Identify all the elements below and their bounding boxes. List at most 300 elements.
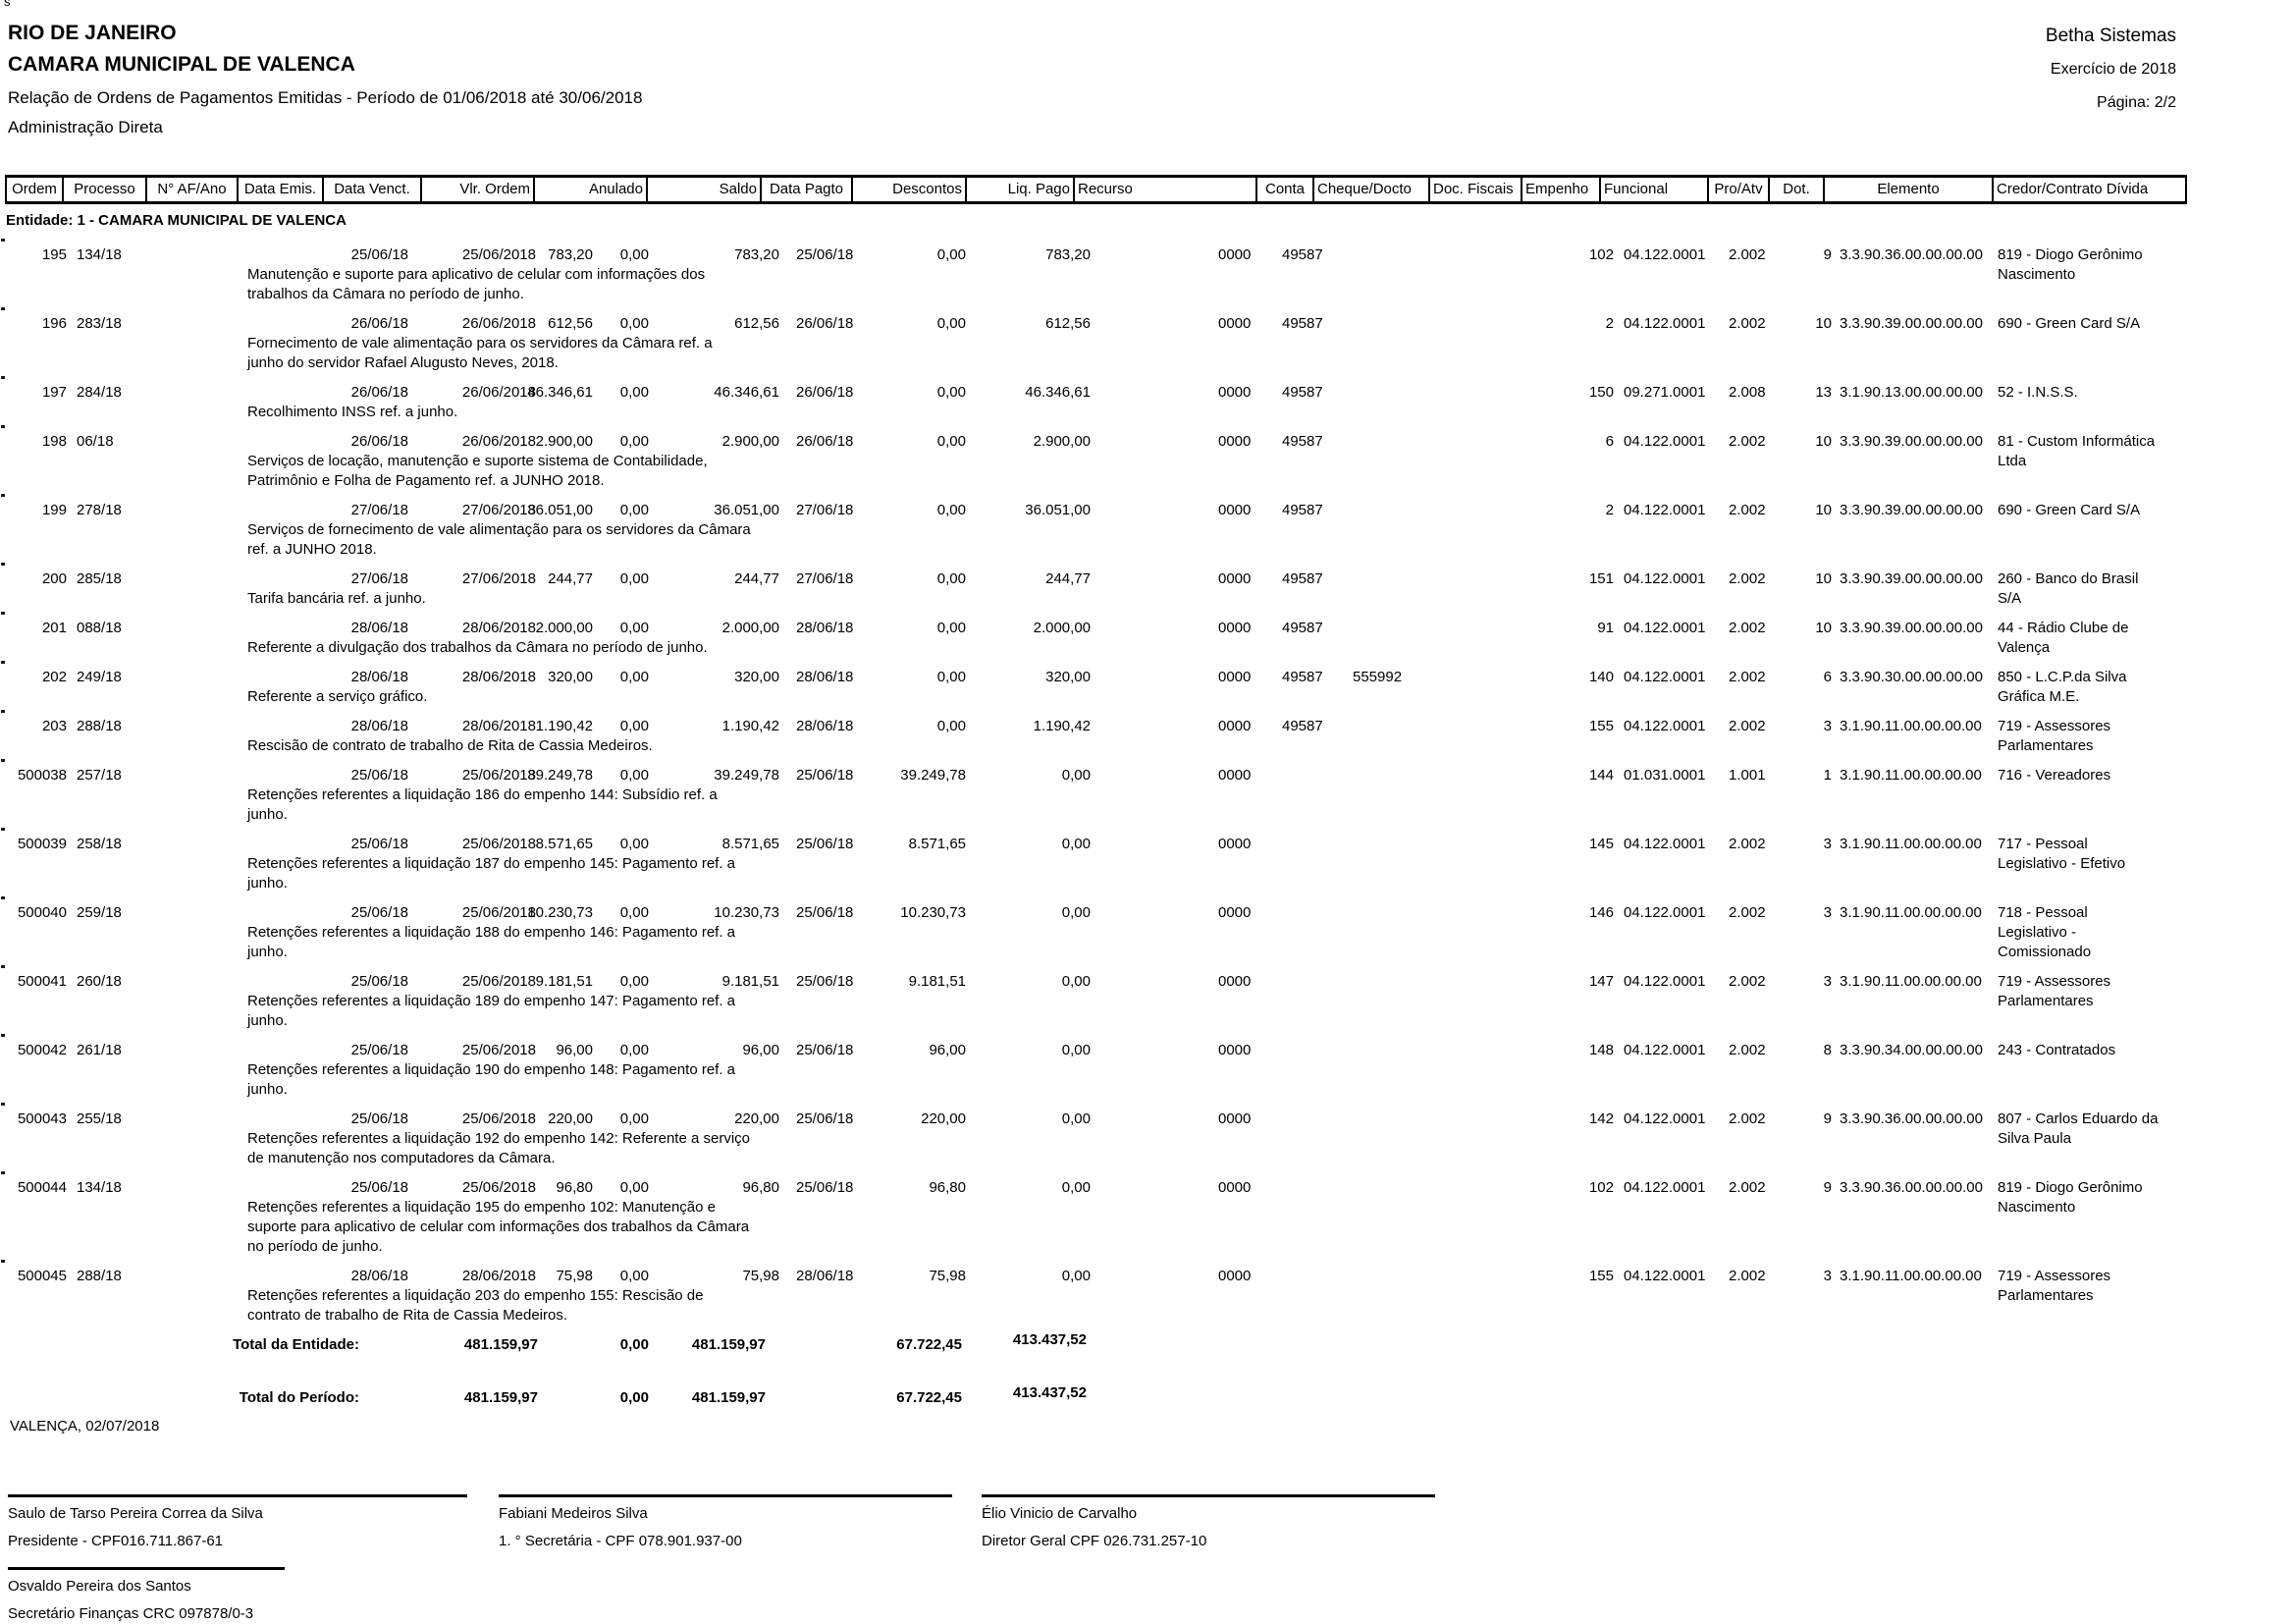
cell-pro-atv: 2.002 [1729,973,1766,990]
cell-data-pagto: 25/06/18 [796,1179,854,1196]
exercise-label: Exercício de 2018 [2050,61,2176,78]
cell-dot: 10 [1815,433,1832,450]
table-row [6,1110,2296,1168]
cell-dot: 6 [1823,669,1832,685]
column-header-pro-atv: Pro/Atv [1709,178,1770,201]
cell-dot: 13 [1815,384,1832,401]
cell-anulado: 0,00 [619,1110,649,1127]
cell-data-emis: 25/06/18 [350,1179,408,1196]
cell-processo: 288/18 [77,1268,122,1284]
cell-vlr-ordem: 2.000,00 [535,620,593,636]
cell-credor: 243 - Contratados [1998,1042,2116,1058]
cell-liq-pago: 0,00 [1061,904,1091,921]
cell-descontos: 0,00 [936,502,966,518]
table-row [6,903,2296,962]
cell-funcional: 04.122.0001 [1624,246,1706,263]
signature-block-diretor-geral [982,1494,1435,1551]
total-periodo-label: Total do Período: [239,1389,359,1406]
cell-empenho: 91 [1597,620,1614,636]
cell-data-venct: 28/06/2018 [461,620,536,636]
cell-recurso: 0000 [1218,246,1252,263]
cell-conta: 49587 [1282,246,1323,263]
administration-type: Administração Direta [8,118,163,136]
cell-pro-atv: 2.002 [1729,315,1766,332]
cell-credor: 260 - Banco do Brasil S/A [1998,570,2139,607]
row-description-line: junho. [247,1081,288,1098]
cell-elemento: 3.3.90.30.00.00.00.00 [1840,669,1983,685]
cell-elemento: 3.1.90.11.00.00.00.00 [1840,904,1982,921]
signature-name: Fabiani Medeiros Silva [499,1505,648,1522]
cell-recurso: 0000 [1218,384,1252,401]
cell-processo: 134/18 [77,1179,122,1196]
cell-data-pagto: 26/06/18 [796,384,854,401]
cell-descontos: 9.181,51 [908,973,966,990]
cell-data-emis: 28/06/18 [350,620,408,636]
cell-data-pagto: 25/06/18 [796,1042,854,1058]
cell-dot: 3 [1823,836,1832,852]
page-number: Página: 2/2 [2097,94,2176,111]
column-header-anulado: Anulado [535,178,648,201]
cell-ordem: 198 [41,433,67,450]
column-header-recurso: Recurso [1075,178,1257,201]
cell-data-emis: 25/06/18 [350,1110,408,1127]
print-artifact: s [4,0,11,9]
vendor-name: Betha Sistemas [2045,26,2176,46]
cell-funcional: 04.122.0001 [1624,570,1706,587]
row-description-line: ref. a JUNHO 2018. [247,541,377,558]
cell-pro-atv: 2.002 [1729,502,1766,518]
cell-funcional: 04.122.0001 [1624,904,1706,921]
cell-elemento: 3.3.90.36.00.00.00.00 [1840,246,1983,263]
cell-vlr-ordem: 612,56 [548,315,593,332]
cell-empenho: 148 [1588,1042,1614,1058]
cell-elemento: 3.3.90.39.00.00.00.00 [1840,620,1983,636]
row-description-line: Retenções referentes a liquidação 190 do empenho 148: Pagamento ref. a [247,1061,736,1078]
row-description-line: Referente a divulgação dos trabalhos da Câmara no período de junho. [247,639,708,656]
cell-elemento: 3.1.90.11.00.00.00.00 [1840,767,1982,784]
cell-saldo: 9.181,51 [721,973,779,990]
column-header-credor-contrato-d-vida: Credor/Contrato Dívida [1997,181,2149,197]
cell-anulado: 0,00 [619,1179,649,1196]
cell-ordem: 500041 [17,973,67,990]
cell-recurso: 0000 [1218,433,1252,450]
column-header-conta: Conta [1257,178,1314,201]
cell-vlr-ordem: 2.900,00 [535,433,593,450]
column-header-data-emis: Data Emis. [239,178,324,201]
cell-credor: 716 - Vereadores [1998,767,2111,784]
cell-data-venct: 25/06/2018 [461,1179,536,1196]
row-description-line: junho. [247,875,288,892]
row-description-line: Serviços de locação, manutenção e suporte sistema de Contabilidade, [247,453,708,469]
cell-processo: 088/18 [77,620,122,636]
cell-empenho: 147 [1588,973,1614,990]
cell-data-venct: 26/06/2018 [461,433,536,450]
total-periodo-anulado: 0,00 [619,1389,649,1406]
cell-descontos: 39.249,78 [900,767,966,784]
cell-processo: 285/18 [77,570,122,587]
cell-vlr-ordem: 46.346,61 [527,384,593,401]
cell-dot: 10 [1815,570,1832,587]
cell-pro-atv: 2.002 [1729,669,1766,685]
row-description-line: Recolhimento INSS ref. a junho. [247,404,458,420]
cell-vlr-ordem: 10.230,73 [527,904,593,921]
cell-conta: 49587 [1282,315,1323,332]
cell-descontos: 75,98 [929,1268,966,1284]
table-row [6,972,2296,1031]
cell-vlr-ordem: 8.571,65 [535,836,593,852]
total-periodo-descontos: 67.722,45 [896,1389,962,1406]
cell-liq-pago: 320,00 [1045,669,1091,685]
cell-credor: 81 - Custom Informática Ltda [1998,433,2156,469]
cell-empenho: 145 [1588,836,1614,852]
cell-dot: 9 [1823,1110,1832,1127]
total-periodo-saldo: 481.159,97 [691,1389,766,1406]
cell-conta: 49587 [1282,669,1323,685]
row-description-line: Rescisão de contrato de trabalho de Rita de Cassia Medeiros. [247,737,653,754]
cell-data-venct: 26/06/2018 [461,384,536,401]
cell-conta: 49587 [1282,384,1323,401]
cell-empenho: 144 [1588,767,1614,784]
cell-credor: 44 - Rádio Clube de Valença [1998,620,2129,656]
cell-elemento: 3.3.90.39.00.00.00.00 [1840,570,1983,587]
cell-credor: 718 - Pessoal Legislativo - Comissionado [1998,904,2092,960]
cell-data-emis: 25/06/18 [350,836,408,852]
cell-processo: 288/18 [77,718,122,734]
cell-data-emis: 26/06/18 [350,315,408,332]
cell-data-pagto: 28/06/18 [796,718,854,734]
cell-saldo: 96,00 [742,1042,779,1058]
column-header-data-venct: Data Venct. [324,178,422,201]
cell-credor: 807 - Carlos Eduardo da Silva Paula [1998,1110,2159,1147]
cell-liq-pago: 36.051,00 [1025,502,1091,518]
row-description-line: Retenções referentes a liquidação 195 do empenho 102: Manutenção e [247,1199,717,1216]
row-description-line: junho. [247,806,288,823]
cell-saldo: 10.230,73 [714,904,779,921]
cell-credor: 690 - Green Card S/A [1998,502,2141,518]
cell-empenho: 142 [1588,1110,1614,1127]
cell-elemento: 3.3.90.36.00.00.00.00 [1840,1179,1983,1196]
cell-data-emis: 25/06/18 [350,246,408,263]
cell-conta: 49587 [1282,718,1323,734]
cell-data-pagto: 27/06/18 [796,570,854,587]
cell-recurso: 0000 [1218,904,1252,921]
column-header-funcional: Funcional [1601,178,1709,201]
row-description-line: Retenções referentes a liquidação 189 do empenho 147: Pagamento ref. a [247,993,736,1009]
column-header-descontos: Descontos [853,178,967,201]
cell-pro-atv: 2.002 [1729,718,1766,734]
cell-ordem: 500039 [17,836,67,852]
table-row [6,668,2296,707]
cell-liq-pago: 783,20 [1045,246,1091,263]
cell-dot: 9 [1823,1179,1832,1196]
cell-processo: 278/18 [77,502,122,518]
signature-role: 1. ° Secretária - CPF 078.901.937-00 [499,1533,742,1549]
cell-pro-atv: 2.002 [1729,904,1766,921]
cell-anulado: 0,00 [619,718,649,734]
row-description-line: Retenções referentes a liquidação 203 do empenho 155: Rescisão de [247,1287,704,1304]
cell-liq-pago: 0,00 [1061,1179,1091,1196]
cell-data-emis: 26/06/18 [350,433,408,450]
cell-dot: 3 [1823,1268,1832,1284]
cell-vlr-ordem: 75,98 [556,1268,593,1284]
cell-data-emis: 28/06/18 [350,718,408,734]
cell-anulado: 0,00 [619,836,649,852]
cell-pro-atv: 2.002 [1729,433,1766,450]
cell-descontos: 96,00 [929,1042,966,1058]
cell-liq-pago: 0,00 [1061,767,1091,784]
cell-funcional: 04.122.0001 [1624,1179,1706,1196]
cell-ordem: 197 [41,384,67,401]
cell-saldo: 2.900,00 [721,433,779,450]
cell-data-venct: 27/06/2018 [461,570,536,587]
table-row [6,619,2296,658]
cell-processo: 261/18 [77,1042,122,1058]
column-header-cheque-docto: Cheque/Docto [1314,178,1430,201]
cell-recurso: 0000 [1218,620,1252,636]
signature-name: Osvaldo Pereira dos Santos [8,1578,191,1595]
cell-processo: 249/18 [77,669,122,685]
column-header-elemento: Elemento [1825,178,1994,201]
cell-empenho: 140 [1588,669,1614,685]
cell-ordem: 500038 [17,767,67,784]
cell-dot: 1 [1823,767,1832,784]
cell-pro-atv: 2.002 [1729,246,1766,263]
signature-role: Diretor Geral CPF 026.731.257-10 [982,1533,1207,1549]
cell-data-venct: 25/06/2018 [461,904,536,921]
cell-liq-pago: 244,77 [1045,570,1091,587]
cell-dot: 9 [1823,246,1832,263]
state-title: RIO DE JANEIRO [8,22,177,44]
cell-data-pagto: 25/06/18 [796,836,854,852]
cell-descontos: 0,00 [936,384,966,401]
cell-anulado: 0,00 [619,767,649,784]
cell-dot: 3 [1823,718,1832,734]
cell-data-venct: 25/06/2018 [461,1110,536,1127]
table-row [6,569,2296,609]
cell-data-emis: 25/06/18 [350,767,408,784]
cell-elemento: 3.3.90.34.00.00.00.00 [1840,1042,1983,1058]
cell-ordem: 195 [41,246,67,263]
cell-anulado: 0,00 [619,502,649,518]
cell-ordem: 203 [41,718,67,734]
table-rows [6,245,2296,1326]
cell-saldo: 1.190,42 [721,718,779,734]
cell-saldo: 220,00 [734,1110,779,1127]
cell-credor: 719 - Assessores Parlamentares [1998,973,2111,1009]
cell-processo: 134/18 [77,246,122,263]
cell-elemento: 3.3.90.39.00.00.00.00 [1840,502,1983,518]
cell-liq-pago: 0,00 [1061,1042,1091,1058]
row-description-line: junho. [247,944,288,960]
row-description-line: Fornecimento de vale alimentação para os servidores da Câmara ref. a [247,335,713,352]
cell-recurso: 0000 [1218,718,1252,734]
cell-vlr-ordem: 96,00 [556,1042,593,1058]
row-description-line: contrato de trabalho de Rita de Cassia Medeiros. [247,1307,568,1324]
entity-title: CAMARA MUNICIPAL DE VALENCA [8,53,355,76]
cell-dot: 3 [1823,973,1832,990]
cell-ordem: 500044 [17,1179,67,1196]
cell-credor: 819 - Diogo Gerônimo Nascimento [1998,246,2143,283]
cell-credor: 52 - I.N.S.S. [1998,384,2078,401]
cell-funcional: 04.122.0001 [1624,620,1706,636]
cell-vlr-ordem: 9.181,51 [535,973,593,990]
cell-anulado: 0,00 [619,315,649,332]
cell-data-pagto: 28/06/18 [796,669,854,685]
cell-liq-pago: 46.346,61 [1025,384,1091,401]
cell-credor: 819 - Diogo Gerônimo Nascimento [1998,1179,2143,1216]
cell-funcional: 09.271.0001 [1624,384,1706,401]
cell-data-pagto: 28/06/18 [796,1268,854,1284]
cell-processo: 260/18 [77,973,122,990]
cell-saldo: 36.051,00 [714,502,779,518]
cell-saldo: 39.249,78 [714,767,779,784]
row-description-line: Referente a serviço gráfico. [247,688,428,705]
cell-funcional: 01.031.0001 [1624,767,1706,784]
cell-data-venct: 25/06/2018 [461,973,536,990]
cell-data-pagto: 25/06/18 [796,1110,854,1127]
signature-block-presidente [8,1494,467,1551]
cell-elemento: 3.3.90.39.00.00.00.00 [1840,315,1983,332]
cell-data-pagto: 26/06/18 [796,315,854,332]
table-row [6,835,2296,893]
cell-liq-pago: 612,56 [1045,315,1091,332]
cell-pro-atv: 2.008 [1729,384,1766,401]
cell-funcional: 04.122.0001 [1624,1268,1706,1284]
cell-ordem: 199 [41,502,67,518]
cell-ordem: 196 [41,315,67,332]
row-description-line: Retenções referentes a liquidação 186 do empenho 144: Subsídio ref. a [247,786,718,803]
signature-role: Secretário Finanças CRC 097878/0-3 [8,1605,254,1622]
cell-vlr-ordem: 783,20 [548,246,593,263]
cell-dot: 3 [1823,904,1832,921]
cell-data-venct: 27/06/2018 [461,502,536,518]
row-description-line: Manutenção e suporte para aplicativo de celular com informações dos [247,266,706,283]
cell-pro-atv: 2.002 [1729,620,1766,636]
cell-saldo: 783,20 [734,246,779,263]
cell-funcional: 04.122.0001 [1624,433,1706,450]
row-description-line: suporte para aplicativo de celular com informações dos trabalhos da Câmara [247,1218,750,1235]
row-description-line: Patrimônio e Folha de Pagamento ref. a JUNHO 2018. [247,472,605,489]
cell-processo: 06/18 [77,433,114,450]
cell-processo: 255/18 [77,1110,122,1127]
column-header-ordem: Ordem [7,178,64,201]
column-header-dot: Dot. [1770,178,1825,201]
column-header-empenho: Empenho [1522,178,1601,201]
cell-anulado: 0,00 [619,973,649,990]
row-description-line: junho do servidor Rafael Alugusto Neves, 2018. [247,354,559,371]
cell-liq-pago: 2.900,00 [1033,433,1091,450]
table-row [6,432,2296,491]
cell-anulado: 0,00 [619,384,649,401]
cell-elemento: 3.3.90.36.00.00.00.00 [1840,1110,1983,1127]
cell-data-emis: 27/06/18 [350,570,408,587]
cell-processo: 257/18 [77,767,122,784]
cell-funcional: 04.122.0001 [1624,1042,1706,1058]
cell-saldo: 46.346,61 [714,384,779,401]
cell-processo: 284/18 [77,384,122,401]
table-row [6,501,2296,560]
cell-recurso: 0000 [1218,1110,1252,1127]
cell-recurso: 0000 [1218,1042,1252,1058]
cell-liq-pago: 0,00 [1061,1110,1091,1127]
cell-recurso: 0000 [1218,767,1252,784]
cell-anulado: 0,00 [619,570,649,587]
cell-data-pagto: 26/06/18 [796,433,854,450]
cell-pro-atv: 2.002 [1729,570,1766,587]
cell-saldo: 612,56 [734,315,779,332]
cell-recurso: 0000 [1218,502,1252,518]
cell-dot: 10 [1815,620,1832,636]
cell-credor: 719 - Assessores Parlamentares [1998,718,2111,754]
row-description-line: trabalhos da Câmara no período de junho. [247,286,524,302]
cell-data-emis: 27/06/18 [350,502,408,518]
column-header-liq-pago: Liq. Pago [967,178,1075,201]
cell-data-venct: 26/06/2018 [461,315,536,332]
column-header-doc-fiscais: Doc. Fiscais [1430,178,1522,201]
cell-funcional: 04.122.0001 [1624,669,1706,685]
table-row [6,766,2296,825]
cell-processo: 259/18 [77,904,122,921]
cell-descontos: 0,00 [936,246,966,263]
cell-descontos: 8.571,65 [908,836,966,852]
cell-dot: 10 [1815,502,1832,518]
signature-block-secretario-financas [8,1567,285,1624]
column-header-saldo: Saldo [648,178,762,201]
place-date: VALENÇA, 02/07/2018 [10,1418,160,1435]
cell-recurso: 0000 [1218,836,1252,852]
cell-ordem: 500040 [17,904,67,921]
cell-empenho: 102 [1588,1179,1614,1196]
signature-name: Saulo de Tarso Pereira Correa da Silva [8,1505,263,1522]
cell-vlr-ordem: 220,00 [548,1110,593,1127]
total-entidade-liq-pago: 413.437,52 [1012,1331,1087,1348]
cell-anulado: 0,00 [619,620,649,636]
cell-descontos: 0,00 [936,718,966,734]
cell-empenho: 155 [1588,1268,1614,1284]
signature-role: Presidente - CPF016.711.867-61 [8,1533,224,1549]
cell-descontos: 0,00 [936,620,966,636]
column-header-n-af-ano: N° AF/Ano [147,178,239,201]
cell-funcional: 04.122.0001 [1624,502,1706,518]
row-description-line: Tarifa bancária ref. a junho. [247,590,426,607]
row-description-line: Retenções referentes a liquidação 192 do empenho 142: Referente a serviço [247,1130,750,1147]
cell-liq-pago: 0,00 [1061,836,1091,852]
cell-pro-atv: 2.002 [1729,1179,1766,1196]
total-entidade-anulado: 0,00 [619,1336,649,1353]
cell-data-emis: 26/06/18 [350,384,408,401]
cell-pro-atv: 2.002 [1729,1110,1766,1127]
cell-elemento: 3.3.90.39.00.00.00.00 [1840,433,1983,450]
total-entidade-descontos: 67.722,45 [896,1336,962,1353]
cell-vlr-ordem: 96,80 [556,1179,593,1196]
cell-dot: 8 [1823,1042,1832,1058]
cell-conta: 49587 [1282,433,1323,450]
cell-data-venct: 28/06/2018 [461,1268,536,1284]
total-entidade-row [6,1331,2296,1355]
cell-recurso: 0000 [1218,315,1252,332]
cell-data-emis: 25/06/18 [350,904,408,921]
cell-recurso: 0000 [1218,570,1252,587]
cell-data-emis: 25/06/18 [350,973,408,990]
cell-data-venct: 28/06/2018 [461,669,536,685]
cell-data-venct: 28/06/2018 [461,718,536,734]
cell-liq-pago: 0,00 [1061,1268,1091,1284]
cell-saldo: 8.571,65 [721,836,779,852]
table-row [6,1041,2296,1100]
table-row [6,717,2296,756]
row-description-line: Serviços de fornecimento de vale alimentação para os servidores da Câmara [247,521,751,538]
cell-empenho: 2 [1605,502,1614,518]
